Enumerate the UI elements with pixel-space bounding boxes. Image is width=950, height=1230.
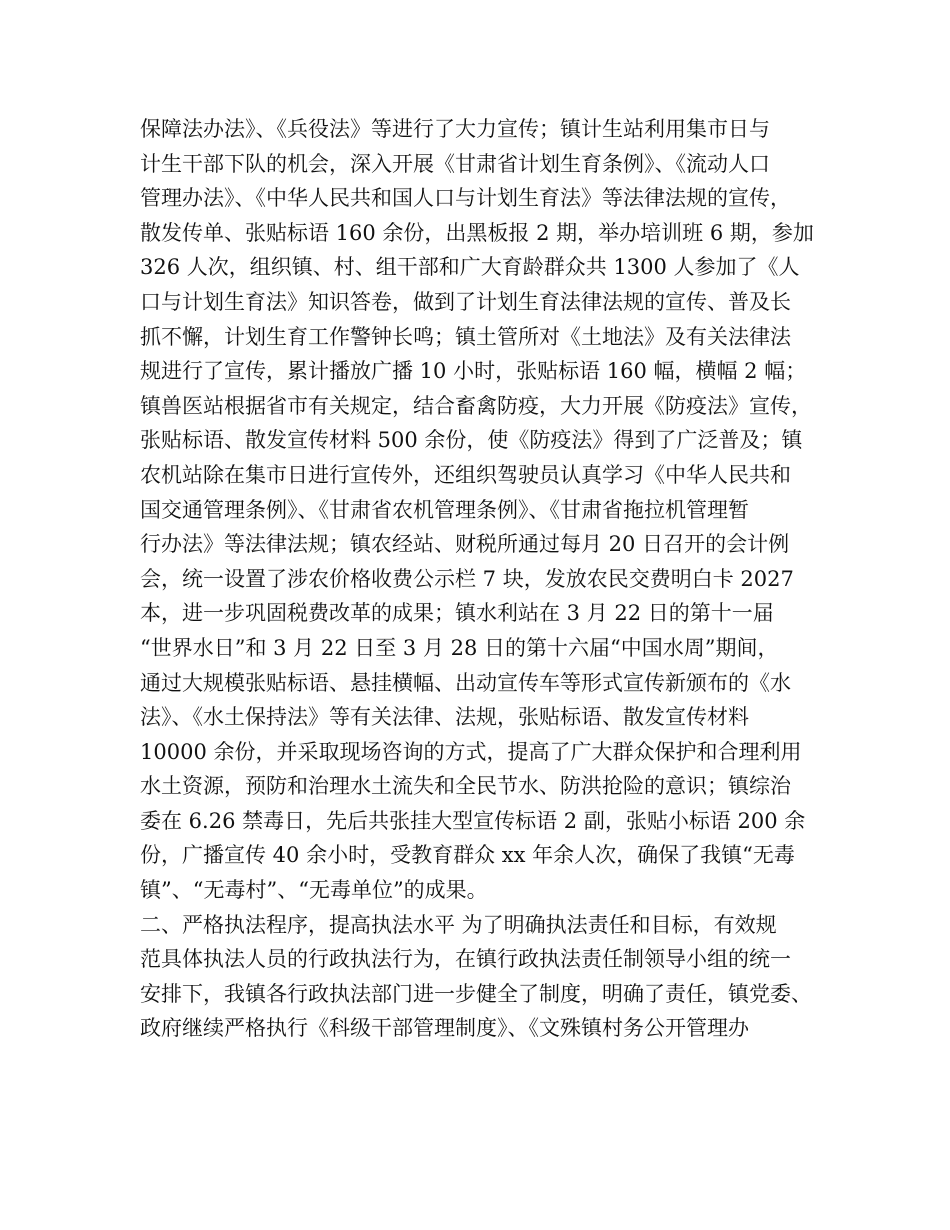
text-line: 326 人次，组织镇、村、组干部和广大育龄群众共 1300 人参加了《人 bbox=[140, 255, 800, 280]
text-line: 管理办法》、《中华人民共和国人口与计划生育法》等法律法规的宣传， bbox=[140, 186, 791, 211]
text-line: 范具体执法人员的行政执法行为，在镇行政执法责任制领导小组的统一 bbox=[140, 947, 791, 972]
text-line: 张贴标语、散发宣传材料 500 余份，使《防疫法》得到了广泛普及；镇 bbox=[140, 428, 803, 453]
text-line: 抓不懈，计划生育工作警钟长鸣；镇土管所对《土地法》及有关法律法 bbox=[140, 324, 791, 349]
text-line: 规进行了宣传，累计播放广播 10 小时，张贴标语 160 幅，横幅 2 幅； bbox=[140, 359, 807, 384]
text-line: 安排下，我镇各行政执法部门进一步健全了制度，明确了责任，镇党委、 bbox=[140, 981, 812, 1006]
text-line: 行办法》等法律法规；镇农经站、财税所通过每月 20 日召开的会计例 bbox=[140, 532, 790, 557]
text-line: 口与计划生育法》知识答卷，做到了计划生育法律法规的宣传、普及长 bbox=[140, 289, 791, 314]
text-line: 会，统一设置了涉农价格收费公示栏 7 块，发放农民交费明白卡 2027 bbox=[140, 566, 794, 591]
document-body bbox=[140, 112, 840, 1046]
text-line: 计生干部下队的机会，深入开展《甘肃省计划生育条例》、《流动人口 bbox=[140, 151, 770, 176]
text-line: 通过大规模张贴标语、悬挂横幅、出动宣传车等形式宣传新颁布的《水 bbox=[140, 670, 791, 695]
text-line: “世界水日”和 3 月 22 日至 3 月 28 日的第十六届“中国水周”期间， bbox=[140, 635, 779, 660]
text-line: 镇”、“无毒村”、“无毒单位”的成果。 bbox=[140, 878, 488, 903]
text-line: 水土资源，预防和治理水土流失和全民节水、防洪抢险的意识；镇综治 bbox=[140, 774, 791, 799]
text-line: 委在 6.26 禁毒日，先后共张挂大型宣传标语 2 副，张贴小标语 200 余 bbox=[140, 808, 806, 833]
text-line: 保障法办法》、《兵役法》等进行了大力宣传；镇计生站利用集市日与 bbox=[140, 117, 770, 141]
text-line: 10000 余份，并采取现场咨询的方式，提高了广大群众保护和合理利用 bbox=[140, 739, 802, 764]
section-heading-line: 二、严格执法程序，提高执法水平 为了明确执法责任和目标，有效规 bbox=[140, 912, 777, 937]
text-line: 镇兽医站根据省市有关规定，结合畜禽防疫，大力开展《防疫法》宣传， bbox=[140, 393, 812, 418]
text-line: 本，进一步巩固税费改革的成果；镇水利站在 3 月 22 日的第十一届 bbox=[140, 601, 774, 626]
text-line: 政府继续严格执行《科级干部管理制度》、《文殊镇村务公开管理办 bbox=[140, 1016, 749, 1041]
text-line: 散发传单、张贴标语 160 余份，出黑板报 2 期，举办培训班 6 期，参加 bbox=[140, 220, 814, 245]
text-line: 份，广播宣传 40 余小时，受教育群众 xx 年余人次，确保了我镇“无毒 bbox=[140, 843, 795, 868]
text-line: 法》、《水土保持法》等有关法律、法规，张贴标语、散发宣传材料 bbox=[140, 705, 749, 730]
text-line: 农机站除在集市日进行宣传外，还组织驾驶员认真学习《中华人民共和 bbox=[140, 462, 791, 487]
text-line: 国交通管理条例》、《甘肃省农机管理条例》、《甘肃省拖拉机管理暂 bbox=[140, 497, 749, 522]
